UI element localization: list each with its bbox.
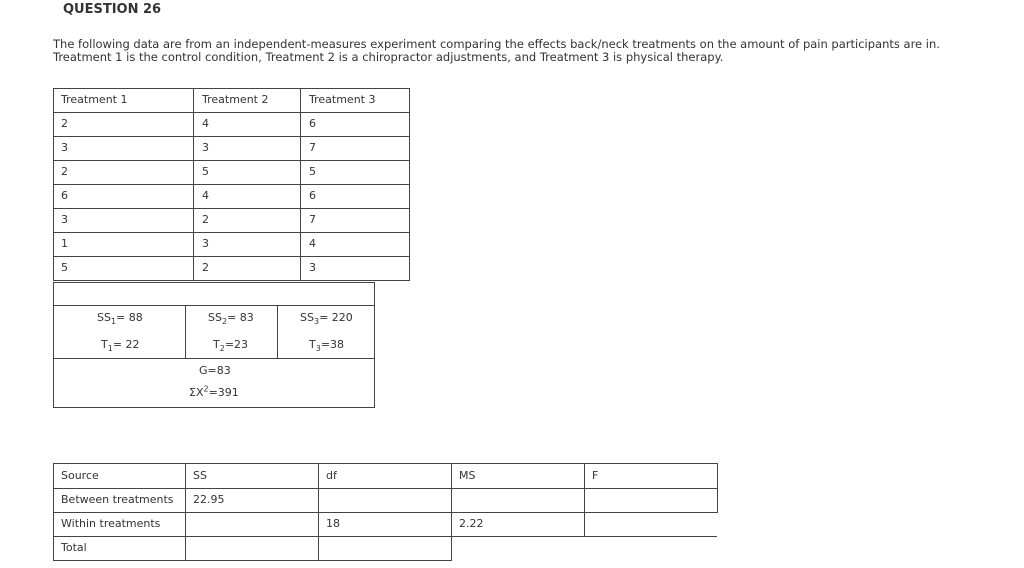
- header-treatment-1: Treatment 1: [61, 93, 128, 106]
- anova-header-source: Source: [61, 469, 99, 482]
- cell-t3: 7: [309, 141, 316, 154]
- header-treatment-3: Treatment 3: [309, 93, 376, 106]
- cell-t1: 3: [61, 141, 68, 154]
- cell-t1: 3: [61, 213, 68, 226]
- t1-total: $T_1= 22$: [101, 338, 140, 354]
- cell-t3: 3: [309, 261, 316, 274]
- anova-source-total: Total: [61, 541, 87, 554]
- anova-header-ss: SS: [193, 469, 207, 482]
- anova-ss-between: 22.95: [193, 493, 225, 506]
- header-treatment-2: Treatment 2: [202, 93, 269, 106]
- grand-total: G=83: [199, 364, 231, 377]
- question-title: QUESTION 26: [63, 2, 162, 17]
- anova-header-ms: MS: [459, 469, 476, 482]
- anova-df-within: 18: [326, 517, 340, 530]
- cell-t3: 7: [309, 213, 316, 226]
- anova-ms-within: 2.22: [459, 517, 484, 530]
- anova-header-df: df: [326, 469, 337, 482]
- intro-line-1: The following data are from an independent-measures experiment comparing the effects back/neck treatments on the amount of pain participants are in.: [53, 37, 940, 51]
- cell-t2: 2: [202, 261, 209, 274]
- anova-source-within: Within treatments: [61, 517, 161, 530]
- cell-t3: 6: [309, 189, 316, 202]
- cell-t3: 6: [309, 117, 316, 130]
- t3-total: $T_3=38$: [309, 338, 345, 354]
- cell-t2: 4: [202, 189, 209, 202]
- cell-t1: 2: [61, 117, 68, 130]
- ss1-value: $SS_1= 88$: [97, 311, 143, 327]
- intro-line-2: Treatment 1 is the control condition, Treatment 2 is a chiropractor adjustments, and Treatment 3 is physical therapy.: [53, 50, 724, 64]
- cell-t1: 6: [61, 189, 68, 202]
- ss2-value: $SS_2= 83$: [208, 311, 254, 327]
- cell-t3: 5: [309, 165, 316, 178]
- cell-t1: 2: [61, 165, 68, 178]
- cell-t1: 1: [61, 237, 68, 250]
- cell-t1: 5: [61, 261, 68, 274]
- cell-t3: 4: [309, 237, 316, 250]
- anova-header-f: F: [592, 469, 599, 482]
- cell-t2: 3: [202, 237, 209, 250]
- anova-source-between: Between treatments: [61, 493, 174, 506]
- cell-t2: 4: [202, 117, 209, 130]
- ss3-value: $SS_3= 220$: [300, 311, 353, 327]
- cell-t2: 2: [202, 213, 209, 226]
- t2-total: $T_2=23$: [213, 338, 249, 354]
- cell-t2: 5: [202, 165, 209, 178]
- sum-x-squared: $\Sigma X^2=391$: [189, 384, 239, 399]
- question-intro: [53, 38, 940, 64]
- cell-t2: 3: [202, 141, 209, 154]
